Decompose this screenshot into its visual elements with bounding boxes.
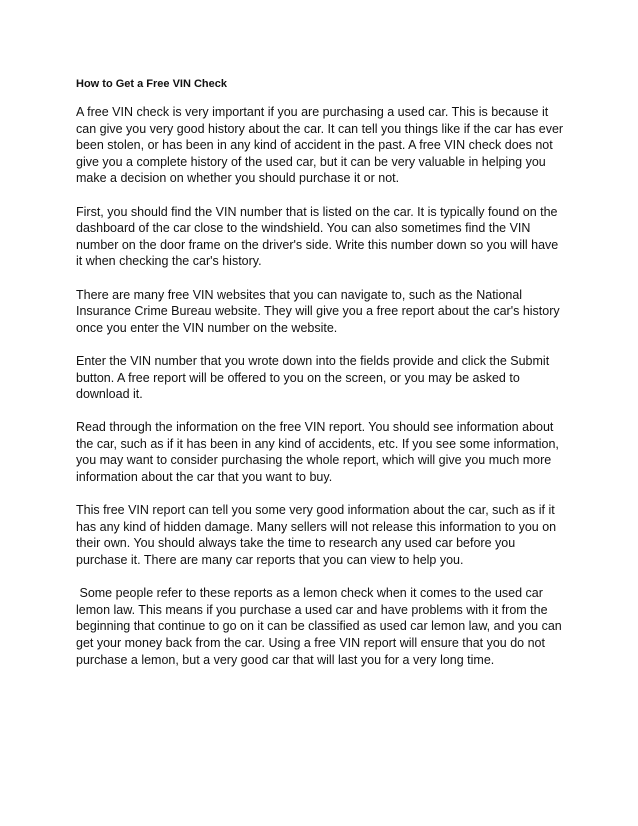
paragraph-websites: There are many free VIN websites that you can navigate to, such as the National Insurance Crime Bureau website. They will give you a free report about the car's history once you enter the VIN number on the website. [76,287,560,335]
document-title: How to Get a Free VIN Check [76,78,227,90]
document-page [76,76,566,685]
paragraph-enter-vin: Enter the VIN number that you wrote down into the fields provide and click the Submit button. A free report will be offered to you on the screen, or you may be asked to download it. [76,353,550,402]
paragraph-read-report: Read through the information on the free VIN report. You should see information about the car, such as if it has been in any kind of accidents, etc. If you see some information, you may want to consider purchasing the whole report, which will give you much more information about the car that you want to buy. [76,420,559,485]
paragraph-lemon-law: Some people refer to these reports as a lemon check when it comes to the used car lemon law. This means if you purchase a used car and have problems with it from the beginning that continue to go on it can be classified as used car lemon law, and you can get your money back from the car. Using a free VIN report will ensure that you do not purchase a lemon, but a very good car that will last you for a very long time. [76,586,566,667]
paragraph-hidden-damage: This free VIN report can tell you some very good information about the car, such as if it has any kind of hidden damage. Many sellers will not release this information to you on their own. You should always take the time to research any used car before you purchase it. There are many car reports that you can view to help you. [76,503,557,568]
paragraph-find-vin: First, you should find the VIN number that is listed on the car. It is typically found on the dashboard of the car close to the windshield. You can also sometimes find the VIN number on the door frame on the driver's side. Write this number down so you will have it when checking the car's history. [76,204,559,269]
paragraph-intro: A free VIN check is very important if you are purchasing a used car. This is because it can give you very good history about the car. It can tell you things like if the car has ever been stolen, or has been in any kind of accident in the past. A free VIN check does not give you a complete history of the used car, but it can be very valuable in helping you make a decision on whether you should purchase it or not. [76,105,564,186]
